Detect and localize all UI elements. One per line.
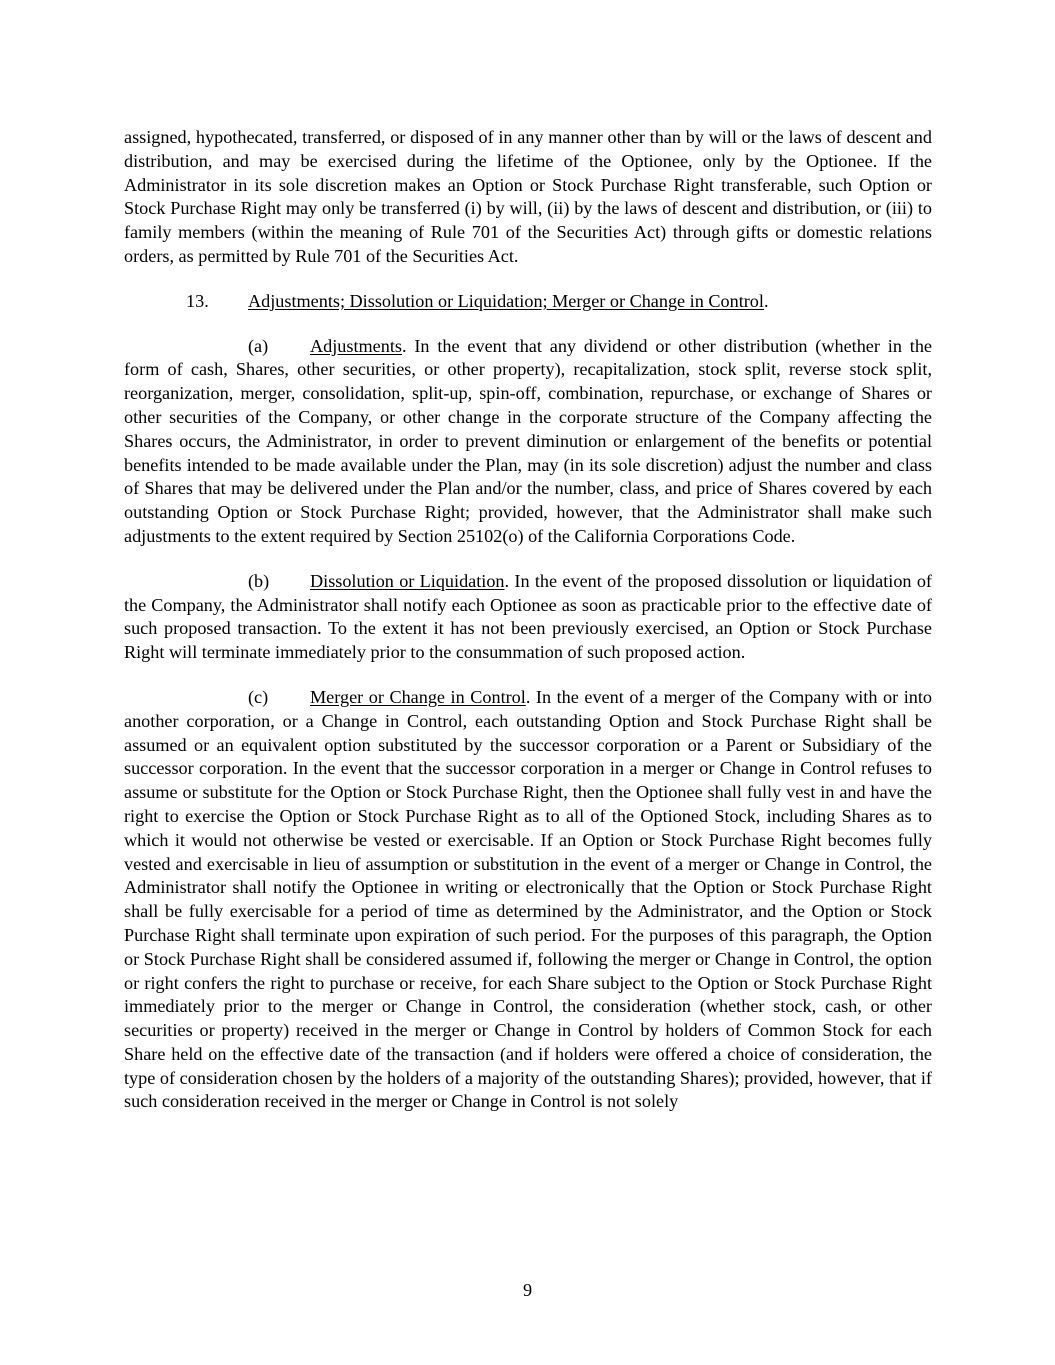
subsection-b-letter: (b) [248,570,270,591]
subsection-b-heading: Dissolution or Liquidation [310,570,505,591]
subsection-a-letter: (a) [248,335,269,356]
section-13-heading [124,290,932,314]
subsection-c-letter: (c) [248,686,269,707]
document-page [124,126,932,1114]
opening-paragraph: assigned, hypothecated, transferred, or disposed of in any manner other than by will or the laws of descent and distribution, and may be exercised during the lifetime of the Optionee, only by the Optionee. If the Administrator in its sole discretion makes an Option or Stock Purchase Right transferable, such Option or Stock Purchase Right may only be transferred (i) by will, (ii) by the laws of descent and distribution, or (iii) to family members (within the meaning of Rule 701 of the Securities Act) through gifts or domestic relations orders, as permitted by Rule 701 of the Securities Act. [124,127,932,266]
subsection-c-heading: Merger or Change in Control [310,686,526,707]
section-title-period: . [763,290,769,311]
subsection-a-text: . In the event that any dividend or other distribution (whether in the form of cash, Shares, other securities, or other property), recapitalization, stock split, reverse stock split, reorganization, merger, consolidation, split-up, spin-off, combination, repurchase, or exchange of Shares or other securities of the Company, or other change in the corporate structure of the Company affecting the Shares occurs, the Administrator, in order to prevent diminution or enlargement of the benefits or potential benefits intended to be made available under the Plan, may (in its sole discretion) adjust the number and class of Shares that may be delivered under the Plan and/or the number, class, and price of Shares covered by each outstanding Option or Stock Purchase Right; provided, however, that the Administrator shall make such adjustments to the extent required by Section 25102(o) of the California Corporations Code. [124,335,932,546]
subsection-a-heading: Adjustments [310,335,402,356]
subsection-b-text: . In the event of the proposed dissolution or liquidation of the Company, the Administrator shall notify each Optionee as soon as practicable prior to the effective date of such proposed transaction. To the extent it has not been previously exercised, an Option or Stock Purchase Right will terminate immediately prior to the consummation of such proposed action. [124,570,932,663]
subsection-b [124,570,932,665]
section-title: Adjustments; Dissolution or Liquidation; Merger or Change in Control [248,290,764,311]
page-number: 9 [522,1280,533,1300]
section-number: 13. [186,290,209,311]
subsection-c-text: . In the event of a merger of the Company with or into another corporation, or a Change in Control, each outstanding Option and Stock Purchase Right shall be assumed or an equivalent option substituted by the successor corporation or a Parent or Subsidiary of the successor corporation. In the event that the successor corporation in a merger or Change in Control refuses to assume or substitute for the Option or Stock Purchase Right, then the Optionee shall fully vest in and have the right to exercise the Option or Stock Purchase Right as to all of the Optioned Stock, including Shares as to which it would not otherwise be vested or exercisable. If an Option or Stock Purchase Right becomes fully vested and exercisable in lieu of assumption or substitution in the event of a merger or Change in Control, the Administrator shall notify the Optionee in writing or electronically that the Option or Stock Purchase Right shall be fully exercisable for a period of time as determined by the Administrator, and the Option or Stock Purchase Right shall terminate upon expiration of such period. For the purposes of this paragraph, the Option or Stock Purchase Right shall be considered assumed if, following the merger or Change in Control, the option or right confers the right to purchase or receive, for each Share subject to the Option or Stock Purchase Right immediately prior to the merger or Change in Control, the consideration (whether stock, cash, or other securities or property) received in the merger or Change in Control by holders of Common Stock for each Share held on the effective date of the transaction (and if holders were offered a choice of consideration, the type of consideration chosen by the holders of a majority of the outstanding Shares); provided, however, that if such consideration received in the merger or Change in Control is not solely [124,686,932,1112]
subsection-a [124,335,932,549]
subsection-c [124,686,932,1114]
